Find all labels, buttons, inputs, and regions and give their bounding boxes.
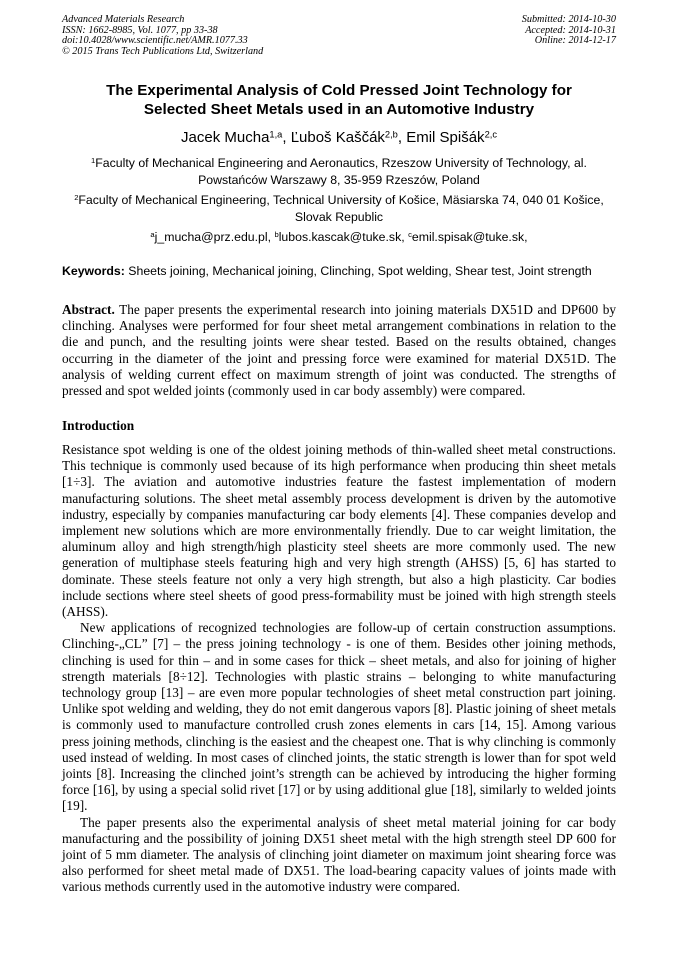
- journal-copyright: © 2015 Trans Tech Publications Ltd, Switzerland: [62, 45, 264, 57]
- title-line: Selected Sheet Metals used in an Automotive Industry: [143, 101, 535, 118]
- email-sup: a: [150, 230, 155, 240]
- affiliation-line: Powstańców Warszawy 8, 35-959 Rzeszów, Poland: [198, 172, 480, 187]
- email-link[interactable]: emil.spisak@tuke.sk,: [411, 230, 528, 244]
- affiliation-line: Faculty of Mechanical Engineering, Technical University of Košice, Mäsiarska 74, 040 01 Košice,: [78, 193, 604, 207]
- author-name: Jacek Mucha: [181, 129, 270, 146]
- affiliation-line: Faculty of Mechanical Engineering and Aeronautics, Rzeszow University of Technology, al.: [95, 156, 587, 170]
- keywords-label: Keywords:: [62, 264, 125, 278]
- author-name: Ľuboš Kaščák: [290, 129, 385, 146]
- introduction-body: [62, 442, 616, 896]
- email-sup: c: [408, 230, 412, 240]
- affiliation-sup: 2: [74, 193, 79, 203]
- keywords: [62, 263, 616, 279]
- journal-name: Advanced Materials Research: [62, 14, 185, 25]
- paragraph: The paper presents also the experimental analysis of sheet metal material joining for car body manufacturing and the possibility of joining DX51 sheet metal with the high strength steel DP 600 for joint of 5 mm diameter. The analysis of clinching joint diameter on maximum joint shearing force was also performed for sheet metal made of DX51. The load-bearing capacity values of joints made with various methods currently used in the automotive industry were compared.: [62, 814, 616, 895]
- title-line: The Experimental Analysis of Cold Pressed Joint Technology for: [106, 82, 572, 99]
- journal-issn: ISSN: 1662-8985, Vol. 1077, pp 33-38: [62, 24, 218, 36]
- author-emails: [40, 229, 638, 245]
- author-sup: 2,b: [384, 129, 398, 140]
- abstract-text: The paper presents the experimental research into joining materials DX51D and DP600 by clinching. Analyses were performed for four sheet metal arrangement combinations in relation to the die and punch, and the resulting joints were shear tested. Based on the results obtained, changes occurring in the diameter of the joint and pressing force were examined for material DX51D. The analysis of welding current effect on maximum strength of joint was conducted. The strengths of pressed and spot welded joints (commonly used in car body assembly) were compared.: [62, 302, 616, 399]
- publication-dates: [522, 15, 616, 47]
- author-name: Emil Spišák: [406, 129, 485, 146]
- abstract: [62, 302, 616, 399]
- email-sup: b: [274, 230, 279, 240]
- affiliation-line: Slovak Republic: [294, 209, 384, 224]
- section-heading-introduction: Introduction: [62, 418, 135, 433]
- paragraph: Resistance spot welding is one of the oldest joining methods of thin-walled sheet metal constructions. This technique is commonly used because of its high performance when producing thin sheet metals [1÷3]. The aviation and automotive industries feature the fastest implementation of modern manufacturing solutions. The sheet metal assembly process development is driven by the automotive industry, especially by companies manufacturing car body elements [4]. These companies develop and implement new solutions which are more environmentally friendly. Due to car weight limitation, the aluminum alloy and high strength/high plasticity steel sheets are more commonly used. The new generation of multiphase steels featuring high and very high strength (AHSS) [5, 6] has started to dominate. These steels feature not only a very high strength, but also a high plasticity. Car bodies include sections where steel sheets of good press-formability must be joined with high strength steels (AHSS).: [62, 442, 616, 620]
- journal-doi: doi:10.4028/www.scientific.net/AMR.1077.33: [62, 35, 248, 47]
- accepted-date: Accepted: 2014-10-31: [525, 24, 616, 36]
- online-date: Online: 2014-12-17: [534, 35, 616, 47]
- affiliation-1: [55, 155, 623, 188]
- abstract-label: Abstract.: [62, 302, 115, 317]
- submitted-date: Submitted: 2014-10-30: [521, 14, 616, 25]
- keywords-text: Sheets joining, Mechanical joining, Clinching, Spot welding, Shear test, Joint strength: [128, 264, 592, 278]
- email-link[interactable]: j_mucha@prz.edu.pl,: [154, 230, 272, 244]
- author-sup: 1,a: [269, 129, 283, 140]
- author-list: Jacek Mucha$^{1,a}$, Ľuboš Kaščák$^{2,b}$, Emil Spišák$^{2,c}$: [181, 129, 497, 146]
- affiliation-sup: 1: [91, 156, 96, 166]
- author-sup: 2,c: [484, 129, 497, 140]
- affiliation-2: [55, 192, 623, 225]
- journal-info: [62, 15, 263, 57]
- paper-title: [40, 81, 638, 119]
- paragraph: New applications of recognized technologies are follow-up of certain construction assumptions. Clinching-„CL” [7] – the press joining technology - is one of them. Besides other joining methods, clinching is used for thin – and in some cases for thick – sheet metals, and also for joining of higher strength materials [8÷12]. Technologies with plastic strains – belonging to white manufacturing technology group [13] – are even more popular technologies of sheet metal construction part joining. Unlike spot welding and welding, they do not emit dangerous vapors [8]. Plastic joining of sheet metals is commonly used to manufacture controlled crush zones elements in cars [14, 15]. Among various press joining methods, clinching is the easiest and the cheapest one. That is why clinching is commonly used instead of welding. In most cases of clinched joints, the static strength is lower than for spot weld joints [8]. Increasing the clinched joint’s strength can be achieved by introducing the higher forming force [16], by using a special solid rivet [17] or by using additional glue [18], similarly to welded joints [19].: [62, 620, 616, 814]
- email-link[interactable]: lubos.kascak@tuke.sk,: [278, 230, 405, 244]
